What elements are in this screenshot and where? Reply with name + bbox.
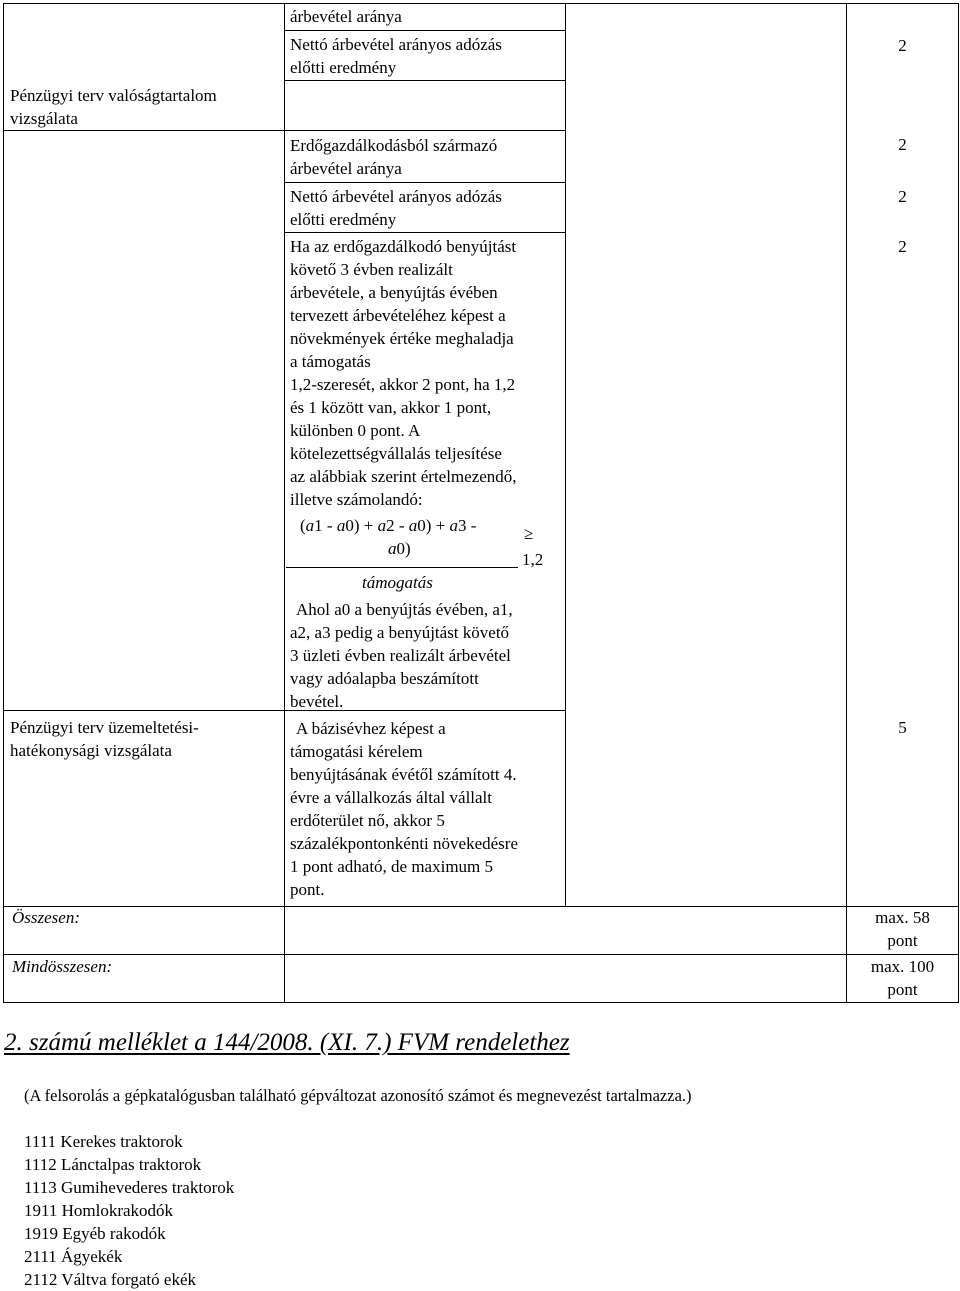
criterion-line: előtti eredmény xyxy=(290,210,397,229)
row-divider xyxy=(284,30,566,31)
table-border-criteria-col xyxy=(565,3,566,906)
machine-code-list xyxy=(24,1130,234,1291)
group-label-line: hatékonysági vizsgálata xyxy=(10,741,172,760)
criterion-line: erdőterület nő, akkor 5 xyxy=(290,811,445,830)
list-item: 1113 Gumihevederes traktorok xyxy=(24,1178,235,1197)
criterion-line: növekmények értéke meghaladja xyxy=(290,329,514,348)
list-item: 1911 Homlokrakodók xyxy=(24,1201,174,1220)
criterion-line: árbevétel aránya xyxy=(290,159,402,178)
table-border-bottom xyxy=(3,1002,959,1003)
criterion-line: Nettó árbevétel arányos adózás xyxy=(290,35,502,54)
table-border-group-col xyxy=(284,3,285,906)
group-label-line: Pénzügyi terv üzemeltetési- xyxy=(10,718,199,737)
criterion-line: százalékpontonkénti növekedésre xyxy=(290,834,518,853)
row-divider xyxy=(284,80,566,81)
criterion-line: 3 üzleti évben realizált árbevétel xyxy=(290,646,511,665)
criterion-line: árbevétel aránya xyxy=(290,7,402,26)
criterion-line: pont. xyxy=(290,880,325,899)
formula-denominator: támogatás xyxy=(362,573,433,592)
total-value-line: max. 58 xyxy=(875,908,930,927)
criterion-line: különben 0 pont. A xyxy=(290,421,421,440)
total-value-line: pont xyxy=(887,931,918,950)
criterion-line: évre a vállalkozás által vállalt xyxy=(290,788,493,807)
criterion-line: illetve számolandó: xyxy=(290,490,423,509)
points-value: 5 xyxy=(898,718,907,737)
criterion-line: és 1 között van, akkor 1 pont, xyxy=(290,398,492,417)
criterion-line: Ahol a0 a benyújtás évében, a1, xyxy=(296,600,513,619)
criterion-line: az alábbiak szerint értelmezendő, xyxy=(290,467,517,486)
grand-total-label: Mindösszesen: xyxy=(12,957,113,976)
points-value: 2 xyxy=(898,237,907,256)
formula-threshold: 1,2 xyxy=(522,550,544,569)
criterion-line: Ha az erdőgazdálkodó benyújtást xyxy=(290,237,517,256)
row-divider xyxy=(284,182,566,183)
criterion-line: Erdőgazdálkodásból származó xyxy=(290,136,498,155)
criterion-line: tervezett árbevételéhez képest a xyxy=(290,306,506,325)
points-value: 2 xyxy=(898,36,907,55)
total-label: Összesen: xyxy=(12,908,80,927)
row-divider xyxy=(3,130,566,131)
criterion-line: A bázisévhez képest a xyxy=(296,719,446,738)
points-value: 2 xyxy=(898,187,907,206)
criterion-line: árbevétele, a benyújtás évében xyxy=(290,283,498,302)
total-value xyxy=(847,906,958,952)
criterion-a xyxy=(290,33,502,79)
grand-total-value xyxy=(847,955,958,1001)
row-divider xyxy=(3,906,959,907)
criterion-d-explanation xyxy=(290,598,513,713)
list-item: 1112 Lánctalpas traktorok xyxy=(24,1155,202,1174)
grand-total-value-line: pont xyxy=(887,980,918,999)
criterion-line: Nettó árbevétel arányos adózás xyxy=(290,187,502,206)
criterion-line: kötelezettségvállalás teljesítése xyxy=(290,444,502,463)
criterion-line: 1 pont adható, de maximum 5 xyxy=(290,857,494,876)
criterion-e xyxy=(290,717,518,901)
table-border-right xyxy=(958,3,959,1002)
criterion-line: támogatási kérelem xyxy=(290,742,423,761)
criterion-d xyxy=(290,235,517,511)
list-item: 2112 Váltva forgató ekék xyxy=(24,1270,197,1289)
criterion-line: követő 3 évben realizált xyxy=(290,260,453,279)
annex-note: (A felsorolás a gépkatalógusban található gépváltozat azonosító számot és megnevezést tartalmazza.) xyxy=(24,1086,692,1105)
group-label-valosagtartalom xyxy=(10,84,217,130)
criterion-line: a2, a3 pedig a benyújtást követő xyxy=(290,623,510,642)
annex-heading: 2. számú melléklet a 144/2008. (XI. 7.) FVM rendelethez xyxy=(4,1029,570,1056)
criterion-line: 1,2-szeresét, akkor 2 pont, ha 1,2 xyxy=(290,375,516,394)
criterion-b xyxy=(290,134,497,180)
criterion-top xyxy=(290,5,402,28)
table-border-top xyxy=(3,3,959,4)
formula-ge-sign: ≥ xyxy=(524,524,534,543)
criterion-c xyxy=(290,185,502,231)
row-divider xyxy=(284,232,566,233)
criterion-line: a támogatás xyxy=(290,352,371,371)
group-label-line: Pénzügyi terv valóságtartalom xyxy=(10,86,217,105)
grand-total-value-line: max. 100 xyxy=(870,957,935,976)
formula-fraction-bar xyxy=(286,567,518,568)
criterion-line: előtti eredmény xyxy=(290,58,397,77)
points-value: 2 xyxy=(898,135,907,154)
group-label-uzemeltetesi xyxy=(10,716,199,762)
row-divider xyxy=(3,954,959,955)
group-label-line: vizsgálata xyxy=(10,109,78,128)
criterion-line: bevétel. xyxy=(290,692,344,711)
criterion-line: benyújtásának évétől számított 4. xyxy=(290,765,517,784)
table-border-left xyxy=(3,3,4,1002)
criterion-line: vagy adóalapba beszámított xyxy=(290,669,479,688)
list-item: 1919 Egyéb rakodók xyxy=(24,1224,166,1243)
list-item: 2111 Ágyekék xyxy=(24,1247,123,1266)
formula-numerator-line2: a0) xyxy=(388,539,411,558)
formula-numerator-line1: (a1 - a0) + a2 - a0) + a3 - xyxy=(300,516,477,535)
list-item: 1111 Kerekes traktorok xyxy=(24,1132,183,1151)
